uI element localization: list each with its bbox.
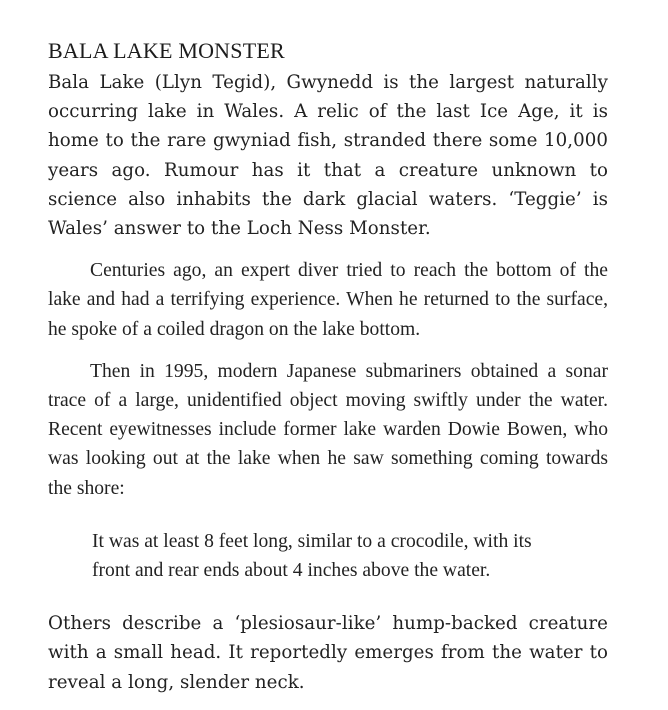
paragraph-descriptions: Others describe a ‘plesiosaur-like’ hump-backed creature with a small head. It reportedly emerges from the water to reveal a long, slender neck. xyxy=(48,613,608,693)
paragraph-diver: Centuries ago, an expert diver tried to reach the bottom of the lake and had a terrifying experience. When he returned to the surface, he spoke of a coiled dragon on the lake bottom. xyxy=(48,260,608,340)
paragraph-intro: Bala Lake (Llyn Tegid), Gwynedd is the largest naturally occurring lake in Wales. A relic of the last Ice Age, it is home to the rare gwyniad fish, stranded there some 10,000 years ago. Rumour has it that a creature unknown to science also inhabits the dark glacial waters. ‘Teggie’ is Wales’ answer to the Loch Ness Monster. xyxy=(48,72,608,240)
paragraph-sonar: Then in 1995, modern Japanese submariners obtained a sonar trace of a large, unidentified object moving swiftly under the water. Recent eyewitnesses include former lake warden Dowie Bowen, who was looking out at the lake when he saw something coming towards the shore: xyxy=(48,360,608,499)
eyewitness-quote: It was at least 8 feet long, similar to a crocodile, with its front and rear ends about 4 inches above the water. xyxy=(92,530,532,582)
article xyxy=(48,38,608,697)
article-heading: BALA LAKE MONSTER xyxy=(48,38,285,63)
